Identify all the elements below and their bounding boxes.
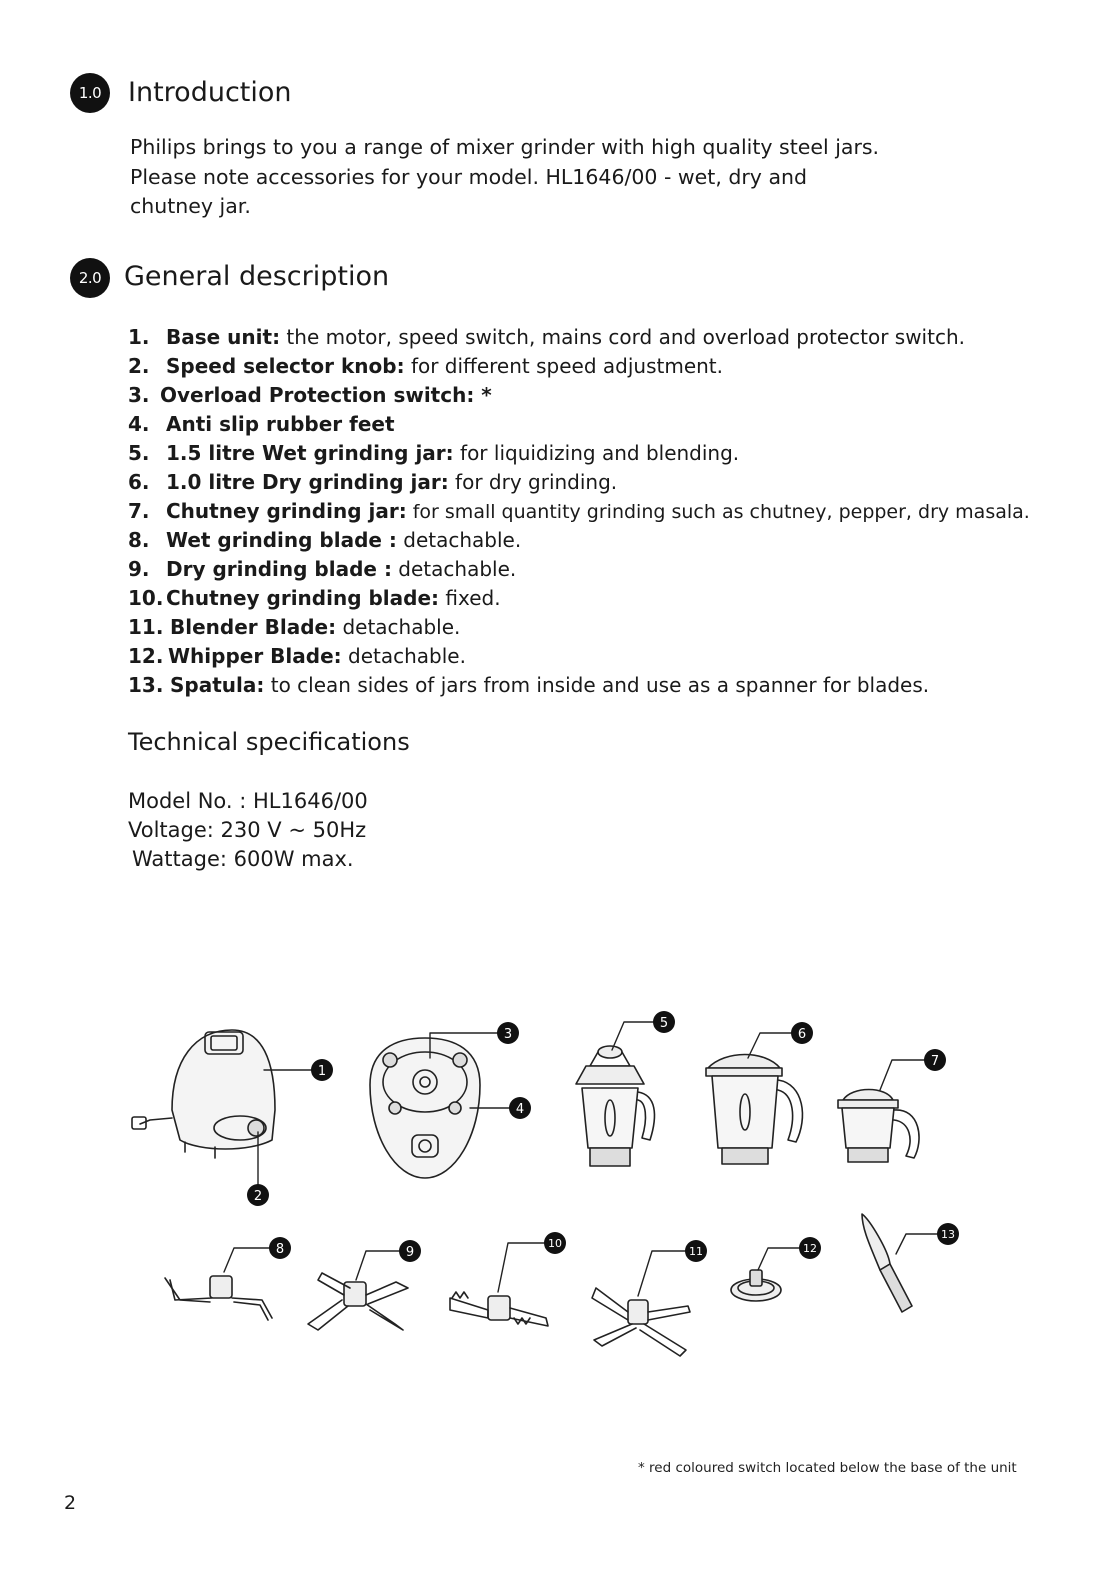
item-number: 10.	[128, 586, 164, 610]
item-number: 6.	[128, 470, 150, 494]
item-desc: for different speed adjustment.	[404, 354, 723, 378]
item-term: Blender Blade:	[170, 615, 337, 639]
item-term: 1.0 litre Dry grinding jar:	[166, 470, 449, 494]
whipper-blade-drawing	[731, 1270, 781, 1301]
callout-label: 5	[659, 1016, 669, 1031]
section-1-badge: 1.0	[70, 73, 110, 113]
callout-7	[924, 1049, 946, 1071]
dry-blade-drawing	[308, 1273, 408, 1330]
item-number: 2.	[128, 354, 150, 378]
callout-4	[509, 1097, 531, 1119]
callout-13	[937, 1223, 959, 1245]
base-underside-drawing	[370, 1038, 480, 1178]
item-desc: detachable.	[341, 644, 466, 668]
callout-12	[799, 1237, 821, 1259]
callout-label: 9	[405, 1245, 415, 1260]
section-2-badge: 2.0	[70, 258, 110, 298]
item-number: 3.	[128, 383, 150, 407]
item-number: 13.	[128, 673, 164, 697]
chutney-blade-drawing	[450, 1292, 548, 1326]
item-desc: the motor, speed switch, mains cord and overload protector switch.	[280, 325, 965, 349]
spec-model: Model No. : HL1646/00	[128, 789, 368, 813]
callout-10	[544, 1232, 566, 1254]
page-number: 2	[64, 1492, 77, 1514]
callout-label: 13	[941, 1228, 955, 1241]
callout-label: 11	[689, 1245, 703, 1258]
callout-label: 6	[797, 1027, 807, 1042]
callout-11	[685, 1240, 707, 1262]
item-term: Base unit:	[166, 325, 281, 349]
callout-1	[311, 1059, 333, 1081]
intro-line: chutney jar.	[130, 194, 251, 218]
dry-jar-drawing	[706, 1055, 802, 1165]
item-number: 4.	[128, 412, 150, 436]
item-number: 5.	[128, 441, 150, 465]
callout-2	[247, 1184, 269, 1206]
callout-label: 4	[515, 1102, 525, 1117]
spec-voltage: Voltage: 230 V ~ 50Hz	[128, 818, 367, 842]
blender-blade-drawing	[592, 1288, 690, 1356]
introduction-heading: Introduction	[128, 77, 292, 108]
item-desc: detachable.	[336, 615, 461, 639]
callout-label: 12	[803, 1242, 817, 1255]
callout-leaders	[224, 1022, 948, 1296]
footnote: * red coloured switch located below the base of the unit	[638, 1460, 1017, 1476]
callout-5	[653, 1011, 675, 1033]
callout-8	[269, 1237, 291, 1259]
item-term: Dry grinding blade :	[166, 557, 392, 581]
item-desc: for liquidizing and blending.	[453, 441, 740, 465]
intro-line: Please note accessories for your model. HL1646/00 - wet, dry and	[130, 164, 808, 189]
item-term: 1.5 litre Wet grinding jar:	[166, 441, 454, 465]
spatula-drawing	[862, 1214, 912, 1312]
callout-3	[497, 1022, 519, 1044]
callout-label: 7	[930, 1054, 940, 1069]
tech-spec-heading: Technical specifications	[128, 728, 410, 756]
item-term: Whipper Blade:	[168, 644, 342, 668]
spec-wattage: Wattage: 600W max.	[132, 847, 354, 871]
item-desc: fixed.	[439, 586, 501, 610]
item-desc: for small quantity grinding such as chutney, pepper, dry masala.	[406, 501, 1030, 523]
item-term: Chutney grinding blade:	[166, 586, 440, 610]
item-term: Speed selector knob:	[166, 354, 405, 378]
callout-label: 2	[253, 1189, 263, 1204]
item-term: Anti slip rubber feet	[166, 412, 395, 436]
item-desc: for dry grinding.	[448, 470, 618, 494]
item-desc: detachable.	[396, 528, 522, 552]
item-number: 1.	[128, 325, 150, 349]
item-term: Spatula:	[170, 673, 265, 697]
callout-label: 10	[548, 1237, 562, 1250]
item-term: Chutney grinding jar:	[166, 499, 407, 523]
item-number: 8.	[128, 528, 150, 552]
item-number: 9.	[128, 557, 150, 581]
item-number: 12.	[128, 644, 164, 668]
base-unit-drawing	[132, 1030, 275, 1158]
item-number: 11.	[128, 615, 164, 639]
item-term: Wet grinding blade :	[166, 528, 397, 552]
wet-jar-drawing	[576, 1046, 654, 1166]
callout-label: 3	[503, 1027, 513, 1042]
callout-6	[791, 1022, 813, 1044]
item-desc: detachable.	[391, 557, 517, 581]
intro-line: Philips brings to you a range of mixer grinder with high quality steel jars.	[130, 135, 880, 159]
item-desc: to clean sides of jars from inside and use as a spanner for blades.	[264, 673, 930, 697]
wet-blade-drawing	[165, 1276, 272, 1320]
general-description-heading: General description	[124, 261, 390, 292]
item-term: Overload Protection switch: *	[160, 383, 492, 407]
chutney-jar-drawing	[838, 1090, 919, 1163]
callout-label: 8	[275, 1242, 285, 1257]
callout-9	[399, 1240, 421, 1262]
item-number: 7.	[128, 499, 150, 523]
callout-label: 1	[317, 1064, 327, 1079]
